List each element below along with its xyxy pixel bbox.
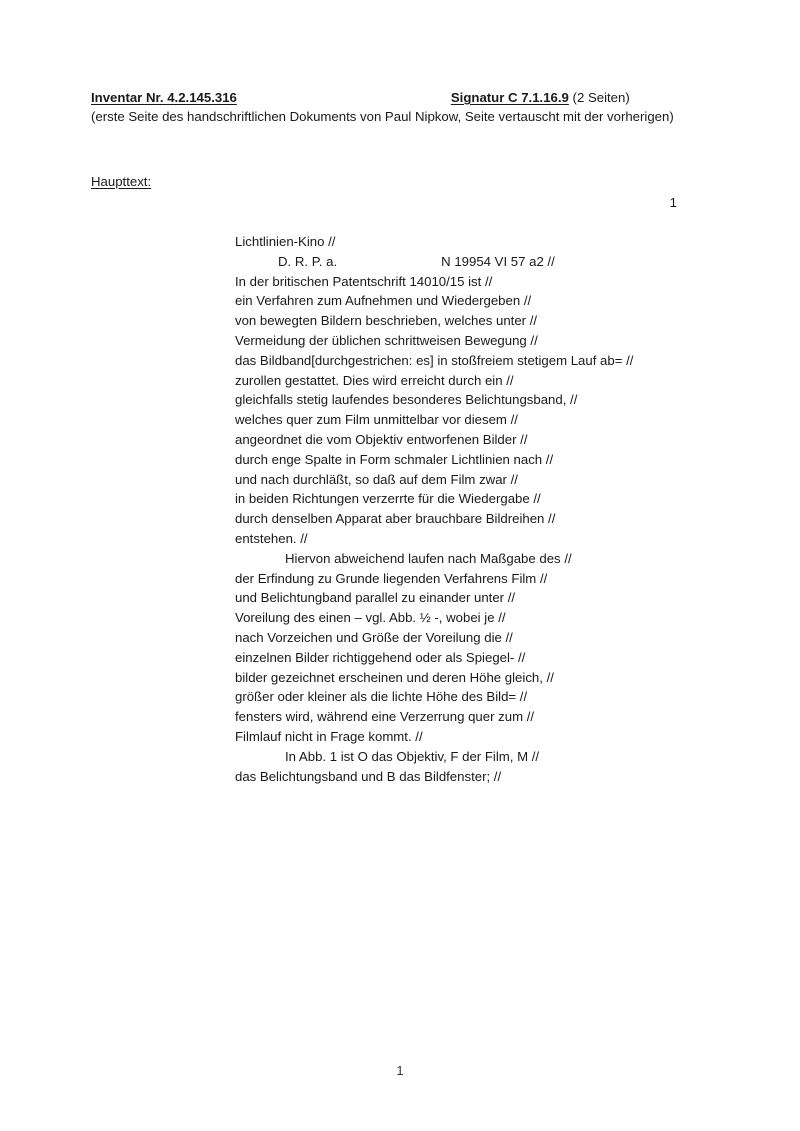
transcription-line: ein Verfahren zum Aufnehmen und Wiedergeben // <box>235 293 532 309</box>
patent-office-abbr: D. R. P. a. <box>278 253 338 269</box>
transcription-line: das Belichtungsband und B das Bildfenster; // <box>235 768 502 784</box>
header-description: (erste Seite des handschriftlichen Dokuments von Paul Nipkow, Seite vertauscht mit der vorherigen) <box>91 109 674 124</box>
transcription-line: In der britischen Patentschrift 14010/15 ist // <box>235 273 493 289</box>
transcription-line: bilder gezeichnet erscheinen und deren Höhe gleich, // <box>235 669 554 685</box>
transcription-line: zurollen gestattet. Dies wird erreicht durch ein // <box>235 372 514 388</box>
pages-count-note: (2 Seiten) <box>568 90 630 105</box>
transcription-line: durch denselben Apparat aber brauchbare Bildreihen // <box>235 511 556 527</box>
inventory-signature-line <box>91 88 691 107</box>
manuscript-page-marker: 1 <box>669 195 677 210</box>
transcription-line: Filmlauf nicht in Frage kommt. // <box>235 728 423 744</box>
transcription-line: angeordnet die vom Objektiv entworfenen Bilder // <box>235 431 528 447</box>
transcription-line: Vermeidung der üblichen schrittweisen Bewegung // <box>235 332 538 348</box>
page-footer-number: 1 <box>396 1063 404 1078</box>
transcription-line-paragraph-start: In Abb. 1 ist O das Objektiv, F der Film, M // <box>285 748 540 764</box>
transcription-line: und nach durchläßt, so daß auf dem Film zwar // <box>235 471 518 487</box>
document-header <box>91 88 691 128</box>
transcription-line: der Erfindung zu Grunde liegenden Verfahrens Film // <box>235 570 548 586</box>
transcription-line: einzelnen Bilder richtiggehend oder als Spiegel- // <box>235 649 526 665</box>
patent-file-number: N 19954 VI 57 a2 // <box>441 253 555 269</box>
transcription-line: und Belichtungband parallel zu einander unter // <box>235 590 516 606</box>
signature-number: Signatur C 7.1.16.9 <box>450 90 569 105</box>
transcription-line: fensters wird, während eine Verzerrung quer zum // <box>235 709 535 725</box>
transcription-line: größer oder kleiner als die lichte Höhe des Bild= // <box>235 689 528 705</box>
transcription-body <box>235 232 705 786</box>
transcription-line-patent-ref <box>235 252 705 272</box>
transcription-line: das Bildband[durchgestrichen: es] in stoßfreiem stetigem Lauf ab= // <box>235 352 634 368</box>
transcription-line-paragraph-start: Hiervon abweichend laufen nach Maßgabe des // <box>285 550 572 566</box>
transcription-line: Voreilung des einen – vgl. Abb. ½ -, wobei je // <box>235 610 506 626</box>
tab-spacer <box>337 252 441 272</box>
inventory-number: Inventar Nr. 4.2.145.316 <box>91 90 237 105</box>
transcription-line: gleichfalls stetig laufendes besonderes Belichtungsband, // <box>235 392 578 408</box>
transcription-line: entstehen. // <box>235 530 308 546</box>
transcription-line: von bewegten Bildern beschrieben, welches unter // <box>235 313 538 329</box>
transcription-line: in beiden Richtungen verzerrte für die Wiedergabe // <box>235 491 541 507</box>
transcription-line: nach Vorzeichen und Größe der Voreilung die // <box>235 629 513 645</box>
main-text-heading: Haupttext: <box>91 174 152 189</box>
transcription-line: Lichtlinien-Kino // <box>235 234 336 249</box>
transcription-line: durch enge Spalte in Form schmaler Lichtlinien nach // <box>235 451 554 467</box>
transcription-line: welches quer zum Film unmittelbar vor diesem // <box>235 412 518 428</box>
